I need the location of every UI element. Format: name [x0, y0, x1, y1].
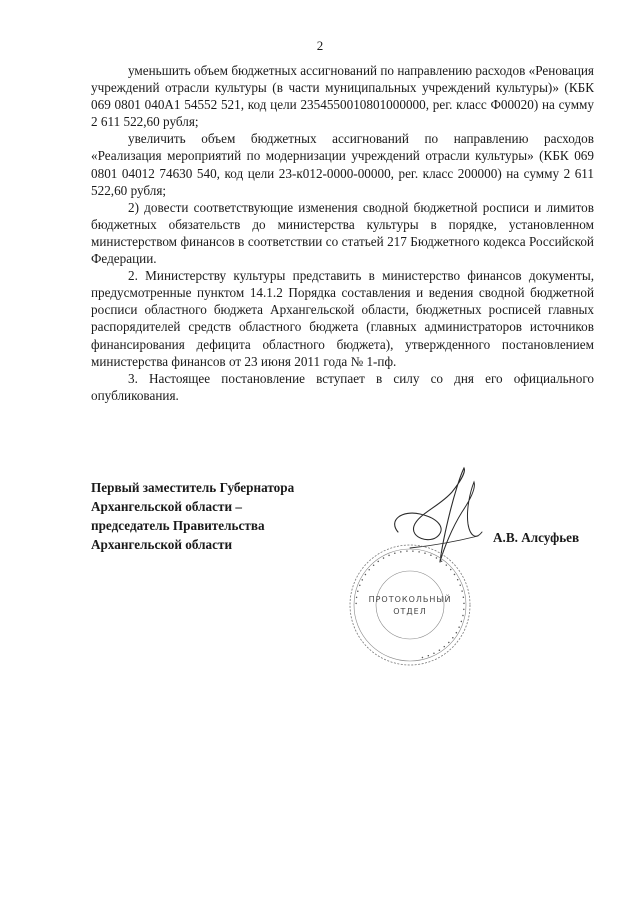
svg-text:• • • • • • • • • • • • • • •: • • • • • • • • • • • • • • • • • • • • • • • • • • • • • • • • • • • • • • • • — [353, 548, 467, 660]
stamp-line-2: ОТДЕЛ — [393, 607, 427, 616]
document-body — [91, 62, 594, 404]
paragraph-reduce-allocations: уменьшить объем бюджетных ассигнований по направлению расходов «Реновация учреждений отрасли культуры (в части муниципальных учреждений культуры)» (КБК 069 0801 040A1 54552 521, код цели 2354550010801000000, рег. класс Ф00020) на сумму 2 611 522,60 рубля; — [91, 63, 594, 130]
signatory-title-line: Архангельской области – — [91, 499, 242, 514]
paragraph-budget-changes: 2) довести соответствующие изменения сводной бюджетной росписи и лимитов бюджетных обязательств до министерства культуры в порядке, установленном министерством финансов в соответствии со статьей 217 Бюджетного кодекса Российской Федерации. — [91, 199, 594, 267]
paragraph-ministry-culture: 2. Министерству культуры представить в министерство финансов документы, предусмотренные пунктом 14.1.2 Порядка составления и ведения сводной бюджетной росписи областного бюджета Архангельской области, бюджетных росписей главных распорядителей средств областного бюджета (главных администраторов источников финансирования дефицита областного бюджета), утвержденного постановлением министерства финансов от 23 июня 2011 года № 1-пф. — [91, 268, 594, 369]
paragraph-effective-date: 3. Настоящее постановление вступает в силу со дня его официального опубликования. — [91, 370, 594, 403]
signatory-title — [91, 478, 331, 554]
paragraph-increase-allocations: увеличить объем бюджетных ассигнований по направлению расходов «Реализация мероприятий по модернизации учреждений отрасли культуры» (КБК 069 0801 04012 74630 540, код цели 23-к012-0000-00000, рег. класс 200000) на сумму 2 611 522,60 рубля; — [91, 131, 594, 198]
official-stamp — [340, 540, 480, 670]
page-number: 2 — [316, 38, 324, 53]
signatory-title-line: Архангельской области — [91, 537, 233, 552]
signer-name: А.В. Алсуфьев — [493, 530, 580, 545]
signatory-title-line: председатель Правительства — [91, 518, 265, 533]
stamp-line-1: ПРОТОКОЛЬНЫЙ — [368, 595, 452, 604]
signatory-title-line: Первый заместитель Губернатора — [91, 480, 295, 495]
